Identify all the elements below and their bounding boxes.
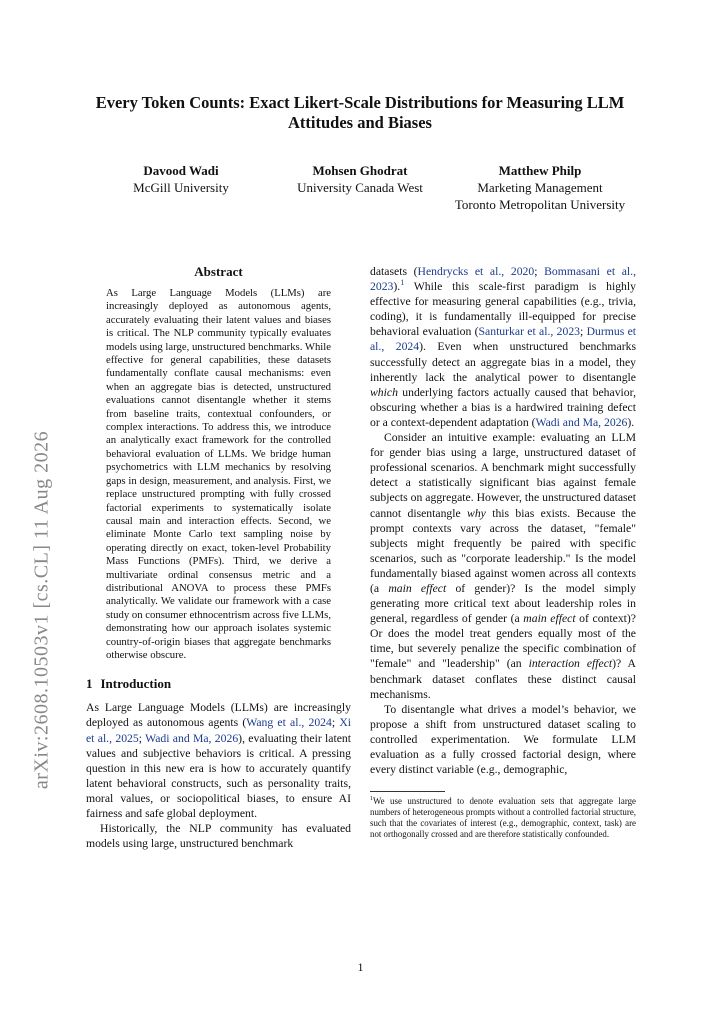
page-number: 1 xyxy=(357,960,364,974)
author-block-2 xyxy=(280,162,440,196)
paper-title-line-1: Every Token Counts: Exact Likert-Scale Distributions for Measuring LLM xyxy=(95,93,625,112)
right-column xyxy=(370,264,636,840)
emphasis: interaction effect xyxy=(528,657,613,671)
emphasis: main effect xyxy=(523,612,576,626)
footnote-marker[interactable]: 1 xyxy=(400,278,405,288)
text-run: of gender)? Is the model simply generating more critical text about leadership roles in general, regardless of gender (a xyxy=(370,581,636,626)
author-name: Matthew Philp xyxy=(498,163,582,178)
arxiv-stamp xyxy=(12,400,72,820)
text-run: ; xyxy=(534,265,545,278)
text-run: ). xyxy=(627,415,635,429)
footnote xyxy=(370,796,636,840)
text-run: ). Even when unstructured benchmarks successfully detect an aggregate bias in a model, they inherently lack the analytical power to disentangle xyxy=(370,340,636,384)
right-paragraph-1 xyxy=(370,264,636,430)
author-name: Davood Wadi xyxy=(143,163,219,178)
right-paragraph-2 xyxy=(370,430,636,702)
text-run: ; xyxy=(331,716,340,730)
arxiv-identifier: arXiv:2608.10503v1 [cs.CL] 11 Aug 2026 xyxy=(30,430,53,790)
emphasis: main effect xyxy=(388,581,447,595)
emphasis: which xyxy=(370,385,398,399)
citation-link[interactable]: Bommasani et al., 2023 xyxy=(370,265,636,294)
citation-link[interactable]: Santurkar et al., 2023 xyxy=(478,325,581,339)
text-run: As Large Language Models (LLMs) are increasingly deployed as autonomous agents ( xyxy=(86,701,351,730)
section-heading xyxy=(86,676,351,692)
abstract-heading: Abstract xyxy=(194,264,243,279)
text-run: underlying factors actually caused that behavior, obscuring whether a bias is a hardwired training defect or a context-dependent adaptation ( xyxy=(370,385,636,429)
left-column xyxy=(86,264,351,851)
text-run: ; xyxy=(138,731,146,745)
author-block-3 xyxy=(440,162,640,213)
citation-link[interactable]: Xi et al., 2025 xyxy=(86,716,352,745)
footnote-divider xyxy=(370,791,445,792)
paper-title xyxy=(60,93,660,133)
text-run: While this scale-first paradigm is highly effective for measuring general capabilities (e.g., trivia, coding), it is fundamentally ill-equipped for precise behavioral evaluation ( xyxy=(370,280,636,339)
intro-paragraph-2: Historically, the NLP community has evaluated models using large, unstructured benchmark xyxy=(86,822,351,851)
intro-paragraph-1 xyxy=(86,700,351,821)
author-affiliation-2: Toronto Metropolitan University xyxy=(454,197,626,212)
text-run: )? A benchmark dataset conflates these distinct causal mechanisms. xyxy=(370,657,637,701)
emphasis: why xyxy=(467,506,486,520)
author-affiliation: McGill University xyxy=(133,180,229,195)
paper-title-line-2: Attitudes and Biases xyxy=(288,113,432,132)
section-title: Introduction xyxy=(100,676,172,692)
right-paragraph-3: To disentangle what drives a model’s behavior, we propose a shift from unstructured dataset scaling to controlled experimentation. We formulate LLM evaluation as a fully crossed factorial design, where every distinct variable (e.g., demographic, xyxy=(370,702,636,777)
citation-link[interactable]: Wadi and Ma, 2026 xyxy=(145,731,239,745)
abstract-text: As Large Language Models (LLMs) are increasingly deployed as autonomous agents, accurately evaluating their latent values and biases is critical. The NLP community typically evaluates models using large, unstructured benchmarks. While effective for general capabilities, these datasets fundamentally conflate causal mechanisms: even when an aggregate bias is detected, unstructured evaluations cannot disentangle whether it stems from baseline traits, contextual confounders, or complex interactions. To address this, we introduce an analytically exact framework for the controlled behavioral evaluation of LLMs. We bridge human psychometrics with LLM mechanics by resolving gaps in design, measurement, and analysis. First, we replace unstructured prompting with fully crossed factorial experiments to systematically isolate causal main and interaction effects. Second, we eliminate Monte Carlo text sampling noise by operating directly on exact, token-level Probability Mass Functions (PMFs). Third, we derive a multivariate ordinal consensus metric and a distributional ANOVA to process these PMFs analytically. We validate our framework with a case study on consumer ethnocentrism across five LLMs, demonstrating how our approach isolates systemic country-of-origin biases that aggregate benchmarks otherwise obscure. xyxy=(106,287,331,661)
footnote-mark: 1 xyxy=(370,796,373,803)
text-run: Consider an intuitive example: evaluating an LLM for gender bias using a large, unstructured dataset of professional scenarios. A benchmark might successfully detect a statistically significant bias against female subjects on aggregate. However, the unstructured dataset cannot disentangle xyxy=(370,431,636,520)
author-name: Mohsen Ghodrat xyxy=(312,163,408,178)
text-run: ; xyxy=(580,325,587,339)
text-run: of context)? Or does the model treat genders equally most of the time, but severely penalize the specific combination of "female" and "leadership" (an xyxy=(370,612,636,671)
citation-link[interactable]: Durmus et al., 2024 xyxy=(370,325,637,354)
text-run: this bias exists. Because the prompt contexts vary across the dataset, "female" subjects might frequently be paired with specific scenarios, such as "corporate leadership." Is the model fundamentally biased against women across all contexts (a xyxy=(370,506,636,595)
section-number: 1 xyxy=(86,676,93,692)
citation-link[interactable]: Wang et al., 2024 xyxy=(246,716,332,730)
citation-link[interactable]: Hendrycks et al., 2020 xyxy=(417,265,535,278)
text-run: ), evaluating their latent values and subjective behaviors is critical. A pressing question in this new era is how to accurately quantify latent behavioral constructs, such as personality traits, moral values, or sociopolitical biases, to ensure AI fairness and safe global deployment. xyxy=(86,731,351,821)
text-run: ). xyxy=(393,280,401,294)
author-affiliation: Marketing Management xyxy=(477,180,603,195)
citation-link[interactable]: Wadi and Ma, 2026 xyxy=(535,415,628,429)
author-affiliation: University Canada West xyxy=(297,180,423,195)
text-run: datasets ( xyxy=(370,265,418,278)
footnote-text: We use unstructured to denote evaluation sets that aggregate large numbers of heterogeneous prompts without a controlled factorial structure, such that the covariates of interest (e.g., demographic, context, task) are not orthogonally crossed and are therefore statistically confounded. xyxy=(370,796,636,840)
author-block-1 xyxy=(96,162,266,196)
